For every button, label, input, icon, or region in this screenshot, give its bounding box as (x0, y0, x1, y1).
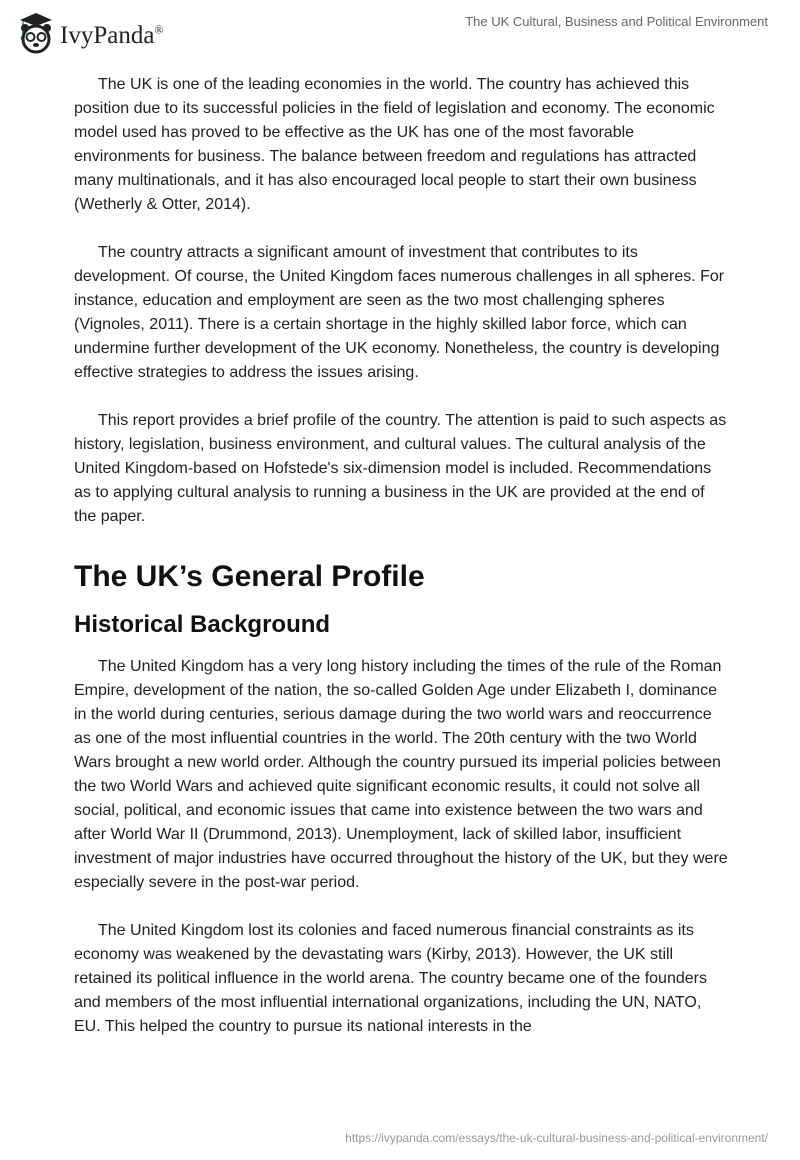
intro-paragraph: This report provides a brief profile of the country. The attention is paid to such aspects as history, legislation, business environment, and cultural values. The cultural analysis of the United Kingdom-based on Hofstede's six-dimension model is included. Recommendations as to applying cultural analysis to running a business in the UK are provided at the end of the paper. (74, 412, 727, 525)
subsection-heading: Historical Background (74, 611, 331, 638)
panda-graduate-icon (18, 12, 54, 54)
intro-paragraph: The country attracts a significant amount of investment that contributes to its development. Of course, the United Kingdom faces numerous challenges in all spheres. For instance, education and employment are seen as the two most challenging spheres (Vignoles, 2011). There is a certain shortage in the highly skilled labor force, which can undermine further development of the UK economy. Nonetheless, the country is developing effective strategies to address the issues arising. (74, 244, 725, 381)
section-paragraph: The United Kingdom has a very long history including the times of the rule of the Roman Empire, development of the nation, the so-called Golden Age under Elizabeth I, dominance in the world during centuries, serious damage during the two world wars and reoccurrence as one of the most influential countries in the world. The 20th century with the two World Wars brought a new world order. Although the country pursued its imperial policies between the two World Wars and achieved quite significant economic results, it could not solve all social, political, and economic issues that came into existence between the two wars and after World War II (Drummond, 2013). Unemployment, lack of skilled labor, insufficient investment of major industries have occurred throughout the history of the UK, but they were especially severe in the post-war period. (74, 658, 728, 891)
logo-text: IvyPanda® (60, 22, 164, 49)
intro-paragraph: The UK is one of the leading economies in the world. The country has achieved this position due to its successful policies in the field of legislation and economy. The economic model used has proved to be effective as the UK has one of the most favorable environments for business. The balance between freedom and regulations has attracted many multinationals, and it has also encouraged local people to start their own business (Wetherly & Otter, 2014). (74, 76, 715, 213)
section-heading: The UK’s General Profile (74, 560, 425, 593)
page-url[interactable]: https://ivypanda.com/essays/the-uk-cultural-business-and-political-environment/ (345, 1131, 768, 1145)
article-body (74, 73, 728, 1063)
section-paragraph: The United Kingdom lost its colonies and faced numerous financial constraints as its economy was weakened by the devastating wars (Kirby, 2013). However, the UK still retained its political influence in the world arena. The country became one of the founders and members of the most influential international organizations, including the UN, NATO, EU. This helped the country to pursue its national interests in the (74, 922, 707, 1035)
document-title: The UK Cultural, Business and Political Environment (465, 14, 768, 29)
logo[interactable] (18, 12, 164, 54)
